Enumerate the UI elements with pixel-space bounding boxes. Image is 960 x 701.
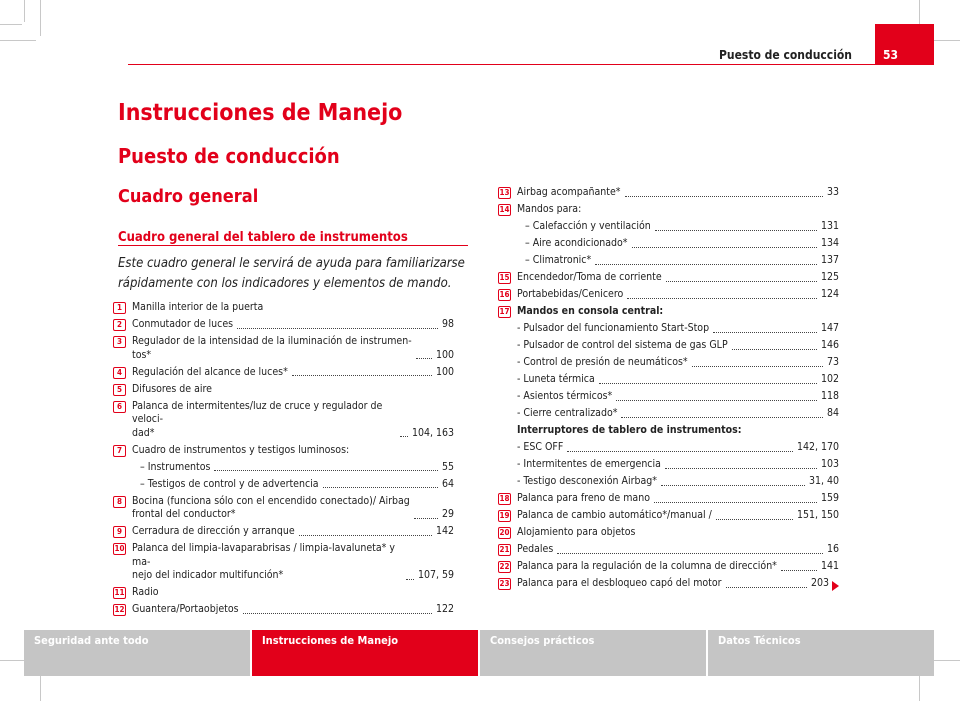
legend-item: [114, 603, 454, 617]
page-reference-link[interactable]: 118: [820, 390, 839, 402]
continue-arrow-icon: [832, 581, 839, 591]
page-reference-link[interactable]: 142, 170: [796, 441, 839, 453]
leader-dots: [716, 519, 793, 520]
page-number-box: [875, 24, 934, 65]
item-label: Guantera/Portaobjetos: [132, 603, 239, 615]
legend-item: [499, 577, 839, 591]
page-reference-link[interactable]: 104, 163: [411, 426, 454, 439]
page-reference-link[interactable]: 102: [820, 373, 839, 385]
item-label: Portabebidas/Cenicero: [517, 288, 624, 300]
page-reference-link[interactable]: 124: [820, 288, 839, 300]
leader-dots: [323, 487, 438, 488]
page-reference-link[interactable]: 137: [820, 254, 839, 266]
right-item-list: [499, 186, 839, 594]
leader-dots: [557, 553, 823, 554]
legend-item: [517, 339, 839, 353]
leader-dots: [567, 451, 793, 452]
legend-item: [517, 407, 839, 421]
leader-dots: [400, 436, 408, 437]
page-reference-link[interactable]: 203: [810, 577, 829, 589]
item-label: – Aire acondicionado*: [525, 237, 628, 249]
leader-dots: [214, 470, 438, 471]
page-reference-link[interactable]: 134: [820, 237, 839, 249]
item-label: Regulación del alcance de luces*: [132, 365, 288, 378]
item-label: - Pulsador del funcionamiento Start-Stop: [517, 322, 710, 334]
item-label: Mandos en consola central:: [517, 305, 664, 317]
legend-item: [517, 356, 839, 370]
leader-dots: [627, 298, 817, 299]
item-label: Conmutador de luces: [132, 318, 234, 330]
leader-dots: [616, 400, 817, 401]
item-number-badge: 1: [113, 302, 126, 314]
legend-item: [116, 318, 454, 332]
legend-item: [116, 494, 454, 522]
item-label: - ESC OFF: [517, 441, 564, 453]
item-number-badge: 14: [499, 205, 510, 214]
item-label: – Instrumentos: [140, 460, 211, 473]
page-reference-link[interactable]: 103: [820, 458, 839, 470]
item-number-badge: 4: [113, 367, 126, 379]
chapter-tab[interactable]: Consejos prácticos: [480, 630, 706, 676]
legend-item: [499, 305, 839, 319]
chapter-title: Instrucciones de Manejo: [118, 100, 403, 126]
page-number: 53: [883, 48, 899, 62]
legend-item: [116, 365, 454, 380]
page-reference-link[interactable]: 122: [435, 603, 454, 615]
page-reference-link[interactable]: 73: [826, 356, 839, 368]
item-label: Interruptores de tablero de instrumentos:: [517, 424, 742, 436]
page-reference-link[interactable]: 142: [435, 525, 454, 537]
chapter-tab[interactable]: Seguridad ante todo: [24, 630, 250, 676]
page-reference-link[interactable]: 29: [441, 508, 454, 520]
item-number-badge: 15: [499, 273, 510, 282]
legend-item: [517, 220, 839, 234]
item-number-badge: 20: [499, 528, 510, 537]
legend-item: [499, 492, 839, 506]
item-number-badge: 2: [113, 319, 126, 331]
legend-item: [517, 458, 839, 472]
item-number-badge: 19: [499, 511, 510, 520]
legend-item: [499, 526, 839, 540]
item-label: – Climatronic*: [525, 254, 592, 266]
page-reference-link[interactable]: 125: [820, 271, 839, 283]
item-label: Palanca de cambio automático*/manual /: [517, 509, 712, 521]
header-rule: [128, 64, 875, 65]
crop-mark: [0, 40, 36, 41]
legend-item: [116, 335, 454, 362]
legend-item: [116, 301, 454, 315]
legend-item: [116, 443, 454, 458]
item-label: Manilla interior de la puerta: [132, 301, 264, 313]
page-reference-link[interactable]: 100: [435, 348, 454, 361]
leader-dots: [416, 358, 432, 359]
item-number-badge: 13: [499, 188, 510, 197]
legend-item: [499, 509, 839, 523]
chapter-tab[interactable]: Datos Técnicos: [708, 630, 934, 676]
leader-dots: [595, 264, 817, 265]
item-label: Regulador de la intensidad de la iluminación de instrumen- tos*: [132, 335, 412, 361]
item-label: Alojamiento para objetos: [517, 526, 636, 538]
leader-dots: [732, 349, 817, 350]
item-number-badge: 3: [113, 336, 126, 348]
page-reference-link[interactable]: 141: [820, 560, 839, 572]
chapter-tab[interactable]: Instrucciones de Manejo: [252, 630, 478, 676]
legend-item: [132, 478, 454, 492]
legend-item: [132, 461, 454, 475]
leader-dots: [299, 535, 432, 536]
item-label: Palanca del limpia-lavaparabrisas / limpia-lavaluneta* y ma- nejo del indicador multifunción*: [132, 542, 395, 581]
intro-text: Este cuadro general le servirá de ayuda para familiarizarse rápidamente con los indicadores y elementos de mando.: [118, 256, 465, 291]
legend-item: [499, 203, 839, 217]
leader-dots: [665, 468, 817, 469]
item-label: - Pulsador de control del sistema de gas GLP: [517, 339, 728, 351]
legend-item: [517, 475, 839, 489]
page-reference-link[interactable]: 33: [826, 186, 839, 198]
page-reference-link[interactable]: 55: [441, 460, 454, 473]
item-label: Radio: [132, 586, 159, 598]
item-label: Bocina (funciona sólo con el encendido conectado)/ Airbag frontal del conductor*: [132, 494, 410, 520]
item-number-badge: 5: [113, 384, 126, 396]
page-reference-link[interactable]: 64: [441, 477, 454, 490]
page-reference-link[interactable]: 84: [826, 407, 839, 419]
item-number-badge: 18: [499, 494, 510, 503]
item-label: Encendedor/Toma de corriente: [517, 271, 662, 283]
legend-item: [499, 543, 839, 557]
topic-title: Cuadro general del tablero de instrumentos: [118, 230, 408, 245]
legend-item: [114, 542, 454, 583]
legend-item: [116, 382, 454, 397]
item-number-badge: 10: [114, 544, 125, 553]
crop-mark: [40, 0, 41, 36]
subsection-title: Cuadro general: [118, 186, 259, 207]
topic-rule: [118, 245, 468, 246]
leader-dots: [726, 587, 807, 588]
leader-dots: [621, 417, 823, 418]
item-label: - Asientos térmicos*: [517, 390, 613, 402]
legend-item: [517, 441, 839, 455]
legend-item: [517, 237, 839, 251]
item-label: Pedales: [517, 543, 554, 555]
legend-item: [114, 586, 454, 600]
legend-item: [517, 373, 839, 387]
page-reference-link[interactable]: 146: [820, 339, 839, 351]
running-header: Puesto de conducción: [718, 48, 852, 62]
page-reference-link[interactable]: 16: [826, 543, 839, 555]
leader-dots: [292, 375, 432, 376]
page-reference-link[interactable]: 147: [820, 322, 839, 334]
item-label: – Testigos de control y de advertencia: [140, 477, 319, 490]
legend-item: [116, 399, 454, 441]
item-number-badge: 11: [114, 588, 125, 597]
page-reference-link[interactable]: 31, 40: [808, 475, 839, 487]
leader-dots: [237, 328, 438, 329]
item-number-badge: 9: [113, 526, 126, 538]
left-item-list: [114, 301, 454, 620]
item-label: - Testigo desconexión Airbag*: [517, 475, 658, 487]
item-label: Mandos para:: [517, 203, 582, 215]
item-label: - Control de presión de neumáticos*: [517, 356, 688, 368]
legend-item: [499, 186, 839, 200]
item-label: Palanca para la regulación de la columna de dirección*: [517, 560, 777, 572]
item-label: Palanca para freno de mano: [517, 492, 650, 504]
item-label: - Intermitentes de emergencia: [517, 458, 661, 470]
page-reference-link[interactable]: 159: [820, 492, 839, 504]
item-number-badge: 23: [499, 579, 510, 588]
leader-dots: [661, 485, 805, 486]
leader-dots: [632, 247, 817, 248]
legend-item: [517, 390, 839, 404]
leader-dots: [406, 579, 414, 580]
legend-item: [499, 560, 839, 574]
item-label: Cerradura de dirección y arranque: [132, 525, 295, 537]
leader-dots: [654, 502, 817, 503]
item-label: Difusores de aire: [132, 382, 212, 395]
item-label: - Luneta térmica: [517, 373, 595, 385]
leader-dots: [713, 332, 817, 333]
leader-dots: [599, 383, 817, 384]
item-number-badge: 16: [499, 290, 510, 299]
leader-dots: [414, 518, 438, 519]
chapter-tabs: [24, 630, 934, 676]
item-label: - Cierre centralizado*: [517, 407, 618, 419]
page-reference-link[interactable]: 98: [441, 318, 454, 330]
item-number-badge: 8: [113, 496, 126, 508]
leader-dots: [625, 196, 823, 197]
legend-item: [499, 288, 839, 302]
leader-dots: [666, 281, 817, 282]
item-label: Cuadro de instrumentos y testigos luminosos:: [132, 443, 350, 456]
page-reference-link[interactable]: 151, 150: [796, 509, 839, 521]
legend-item: [517, 254, 839, 268]
legend-item: [517, 424, 839, 438]
legend-item: [517, 322, 839, 336]
page-reference-link[interactable]: 100: [435, 365, 454, 378]
leader-dots: [243, 613, 432, 614]
item-number-badge: 6: [113, 401, 126, 413]
item-number-badge: 21: [499, 545, 510, 554]
page-reference-link[interactable]: 131: [820, 220, 839, 232]
item-label: Palanca de intermitentes/luz de cruce y regulador de veloci- dad*: [132, 399, 383, 439]
item-number-badge: 22: [499, 562, 510, 571]
crop-mark: [24, 0, 25, 22]
item-label: Airbag acompañante*: [517, 186, 621, 198]
item-number-badge: 17: [499, 307, 510, 316]
legend-item: [499, 271, 839, 285]
item-label: – Calefacción y ventilación: [525, 220, 651, 232]
page-reference-link[interactable]: 107, 59: [417, 569, 454, 581]
leader-dots: [655, 230, 817, 231]
section-title: Puesto de conducción: [118, 144, 340, 168]
leader-dots: [692, 366, 823, 367]
item-number-badge: 12: [114, 605, 125, 614]
legend-item: [116, 525, 454, 539]
item-number-badge: 7: [113, 445, 126, 457]
leader-dots: [781, 570, 817, 571]
item-label: Palanca para el desbloqueo capó del motor: [517, 577, 722, 589]
crop-mark: [0, 24, 22, 25]
